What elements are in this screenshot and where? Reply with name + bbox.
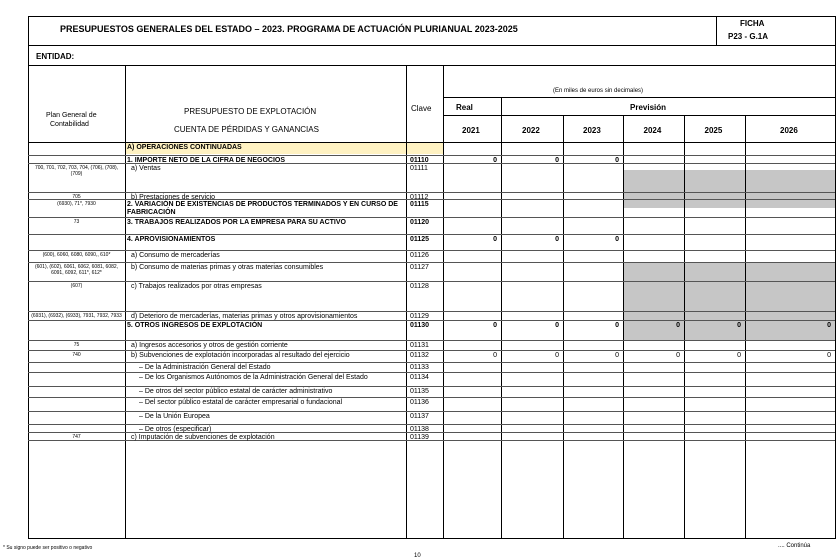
value-cell-2023[interactable]: 0 <box>615 322 619 329</box>
row-border-9 <box>125 311 835 312</box>
pgc-account-cell: (601), (602), 6061, 6062, 6081, 6082, 6091, 6092, 611*, 612* <box>34 264 119 276</box>
value-cell-2023[interactable]: 0 <box>615 236 619 243</box>
clave-cell: 01133 <box>410 364 429 371</box>
clave-cell: 01129 <box>410 313 429 320</box>
value-cell-2021[interactable]: 0 <box>493 322 497 329</box>
row-border-0 <box>125 155 835 156</box>
year-header-2021: 2021 <box>462 126 480 135</box>
pgc-row-border-0 <box>28 155 125 156</box>
footnote: * Su signo puede ser positivo o negativo <box>3 545 93 551</box>
concept-cell: a) Consumo de mercaderías <box>131 252 220 259</box>
clave-cell: 01120 <box>410 219 430 226</box>
value-cell-2022[interactable]: 0 <box>555 236 559 243</box>
continua-label: .... Continúa <box>778 543 811 549</box>
pgc-row-border-1 <box>28 163 125 164</box>
pgc-row-border-12 <box>28 350 125 351</box>
concept-cell: a) Ingresos accesorios y otros de gestión corriente <box>131 342 288 349</box>
concept-cell: – De los Organismos Autónomos de la Administración General del Estado <box>139 374 368 381</box>
value-cell-2026[interactable]: 0 <box>827 322 831 329</box>
concept-cell: a) Ventas <box>131 165 161 172</box>
value-cell-2025[interactable]: 0 <box>737 352 741 359</box>
clave-cell: 01135 <box>410 388 429 395</box>
pgc-account-cell: 700, 701, 702, 703, 704, (706), (708), (709) <box>34 165 119 177</box>
row-border-12 <box>125 350 835 351</box>
ficha-code: P23 - G.1A <box>728 32 769 41</box>
clave-cell: 01139 <box>410 434 429 441</box>
header-bottom-border <box>28 142 835 143</box>
concept-cell: 4. APROVISIONAMIENTOS <box>127 236 216 243</box>
units-note: (En miles de euros sin decimales) <box>553 88 644 94</box>
clave-cell: 01128 <box>410 283 429 290</box>
concept-cell: b) Consumo de materias primas y otras materias consumibles <box>131 264 324 271</box>
value-cell-2025[interactable]: 0 <box>737 322 741 329</box>
page-number: 10 <box>414 553 421 559</box>
row-border-8 <box>125 281 835 282</box>
pgc-row-border-19 <box>28 432 125 433</box>
clave-cell: 01132 <box>410 352 429 359</box>
clave-cell: 01134 <box>410 374 429 381</box>
concept-cell: A) OPERACIONES CONTINUADAS <box>127 144 242 151</box>
clave-cell: 01127 <box>410 264 429 271</box>
pgc-header: Plan General de <box>46 112 97 119</box>
row-border-7 <box>125 262 835 263</box>
concept-cell: – De otros del sector público estatal de carácter administrativo <box>139 388 333 395</box>
entidad-label: ENTIDAD: <box>36 52 75 61</box>
frame-top-border <box>28 16 835 17</box>
pgc-row-border-8 <box>28 281 125 282</box>
clave-cell: 01112 <box>410 194 429 201</box>
clave-cell: 01136 <box>410 399 429 406</box>
concept-cell: 2. VARIACIÓN DE EXISTENCIAS DE PRODUCTOS TERMINADOS Y EN CURSO DE FABRICACIÓN <box>127 201 398 216</box>
row-border-13 <box>125 362 835 363</box>
title-bottom-border <box>28 45 835 46</box>
clave-header: Clave <box>411 104 432 113</box>
concept-cell: – De la Administración General del Estado <box>139 364 271 371</box>
value-cell-2022[interactable]: 0 <box>555 157 559 164</box>
pgc-account-cell: (607) <box>70 283 83 289</box>
form-title: PRESUPUESTOS GENERALES DEL ESTADO – 2023. PROGRAMA DE ACTUACIÓN PLURIANUAL 2023-2025 <box>60 24 518 34</box>
concept-cell: 1. IMPORTE NETO DE LA CIFRA DE NEGOCIOS <box>127 157 286 164</box>
concept-cell: – De otros (especificar) <box>139 426 212 433</box>
concept-cell: – Del sector público estatal de carácter empresarial o fundacional <box>139 399 343 406</box>
frame-right-border <box>835 16 836 539</box>
clave-cell: 01130 <box>410 322 430 329</box>
entidad-bottom-border <box>28 65 835 66</box>
row-border-14 <box>125 372 835 373</box>
value-cell-2024[interactable]: 0 <box>676 352 680 359</box>
values-column-divider <box>443 65 444 538</box>
pgc-account-cell: 740 <box>72 352 81 358</box>
pgc-row-border-9 <box>28 311 125 312</box>
row-border-17 <box>125 411 835 412</box>
pgc-account-cell: (6930), 71*, 7930 <box>57 201 96 207</box>
pgc-row-border-15 <box>28 386 125 387</box>
concept-cell: 3. TRABAJOS REALIZADOS POR LA EMPRESA PARA SU ACTIVO <box>127 219 346 226</box>
clave-cell: 01115 <box>410 201 429 208</box>
concept-cell: b) Prestaciones de servicio <box>131 194 216 201</box>
value-cell-2022[interactable]: 0 <box>555 322 559 329</box>
row-border-4 <box>125 217 835 218</box>
real-prevision-divider <box>501 97 502 115</box>
clave-cell: 01137 <box>410 413 429 420</box>
budget-subtitle: CUENTA DE PÉRDIDAS Y GANANCIAS <box>174 125 319 134</box>
real-header: Real <box>456 103 473 112</box>
year-header-2026: 2026 <box>780 126 798 135</box>
pgc-account-cell: 747 <box>72 434 81 440</box>
concept-cell: b) Subvenciones de explotación incorporadas al resultado del ejercicio <box>131 352 350 359</box>
pgc-account-cell: (600), 6060, 6080, 6090,, 610* <box>42 252 111 258</box>
frame-bottom-border <box>28 538 835 539</box>
row-border-6 <box>125 250 835 251</box>
clave-cell: 01110 <box>410 157 429 164</box>
row-border-18 <box>125 424 835 425</box>
pgc-row-border-17 <box>28 411 125 412</box>
row-border-15 <box>125 386 835 387</box>
pgc-row-border-2 <box>28 192 125 193</box>
year-header-2022: 2022 <box>522 126 540 135</box>
pgc-row-border-16 <box>28 397 125 398</box>
pgc-row-border-13 <box>28 362 125 363</box>
concept-cell: – De la Unión Europea <box>139 413 210 420</box>
concept-cell: 5. OTROS INGRESOS DE EXPLOTACIÓN <box>127 322 263 329</box>
value-cell-2023[interactable]: 0 <box>615 157 619 164</box>
frame-left-border <box>28 16 29 539</box>
clave-cell: 01125 <box>410 236 430 243</box>
pgc-account-cell: 705 <box>72 194 81 200</box>
value-cell-2023[interactable]: 0 <box>615 352 619 359</box>
value-cell-2026[interactable]: 0 <box>827 352 831 359</box>
pgc-account-cell: 73 <box>73 219 80 225</box>
pgc-column-divider <box>125 65 126 538</box>
pgc-row-border-4 <box>28 217 125 218</box>
value-cell-2021[interactable]: 0 <box>493 352 497 359</box>
ficha-divider <box>716 16 717 45</box>
prevision-header: Previsión <box>630 103 667 112</box>
clave-cell: 01111 <box>410 165 428 172</box>
value-cell-2024[interactable]: 0 <box>676 322 680 329</box>
clave-cell: 01138 <box>410 426 429 433</box>
pgc-row-border-18 <box>28 424 125 425</box>
value-cell-2021[interactable]: 0 <box>493 236 497 243</box>
row-border-16 <box>125 397 835 398</box>
pgc-row-border-14 <box>28 372 125 373</box>
pgc-account-cell: 75 <box>73 342 80 348</box>
pgc-row-border-20 <box>28 440 125 441</box>
pgc-header-line2: Contabilidad <box>50 121 89 128</box>
row-border-2 <box>125 192 835 193</box>
ficha-label: FICHA <box>740 19 765 28</box>
concept-cell: c) Trabajos realizados por otras empresas <box>131 283 262 290</box>
pgc-row-border-6 <box>28 250 125 251</box>
concept-cell: c) Imputación de subvenciones de explotación <box>131 434 275 441</box>
clave-cell: 01126 <box>410 252 429 259</box>
pgc-row-border-10 <box>28 320 125 321</box>
row-border-5 <box>125 234 835 235</box>
year-header-2023: 2023 <box>583 126 601 135</box>
year-header-2024: 2024 <box>643 126 662 135</box>
value-cell-2021[interactable]: 0 <box>493 157 497 164</box>
row-border-11 <box>125 340 835 341</box>
concept-cell: d) Deterioro de mercaderías, materias primas y otros aprovisionamientos <box>131 313 358 320</box>
year-header-2025: 2025 <box>704 126 723 135</box>
pgc-account-cell: (6931), (6932), (6933), 7931, 7932, 7933 <box>31 313 122 319</box>
clave-column-divider <box>406 65 407 538</box>
disabled-cells-ventas <box>623 170 835 208</box>
budget-title: PRESUPUESTO DE EXPLOTACIÓN <box>184 107 317 116</box>
pgc-row-border-11 <box>28 340 125 341</box>
pgc-row-border-7 <box>28 262 125 263</box>
value-cell-2022[interactable]: 0 <box>555 352 559 359</box>
pgc-row-border-5 <box>28 234 125 235</box>
clave-cell: 01131 <box>410 342 429 349</box>
